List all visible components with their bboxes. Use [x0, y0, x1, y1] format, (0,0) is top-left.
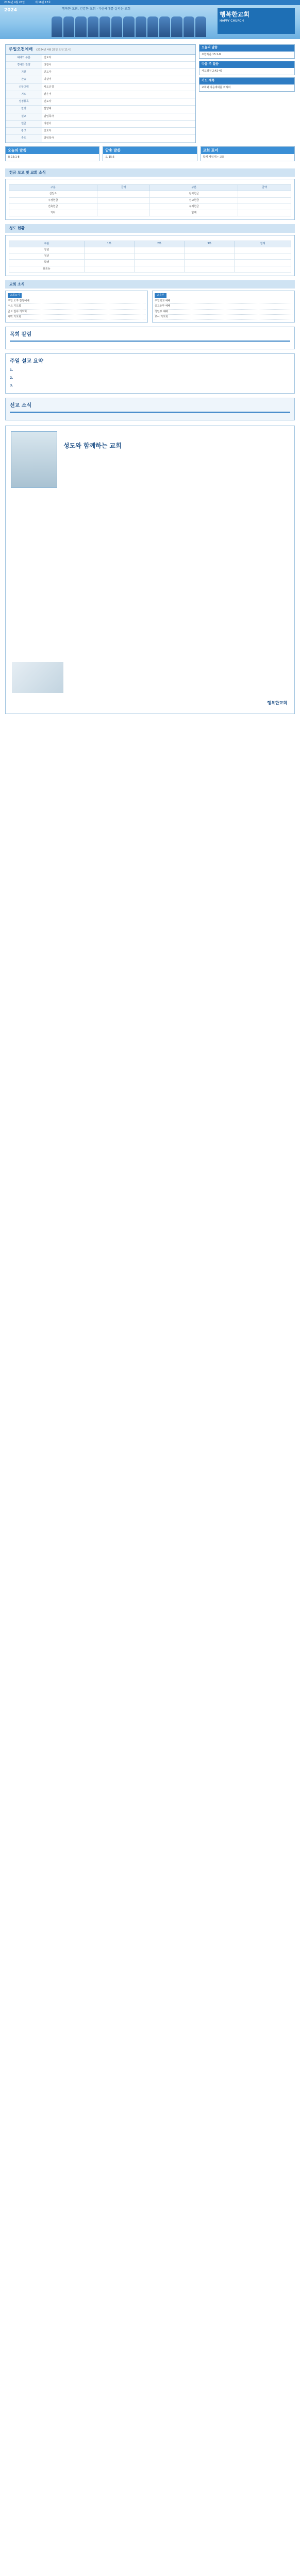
worship-row	[6, 69, 195, 76]
table-cell: 기타	[9, 210, 97, 216]
side-box	[199, 44, 295, 59]
worship-leader: 인도자	[42, 55, 195, 62]
worship-step: 헌금	[6, 120, 42, 127]
offering-row	[9, 191, 291, 197]
table-cell	[235, 260, 291, 266]
worship-row	[6, 135, 195, 142]
worship-leader: 다같이	[42, 61, 195, 69]
footer-article	[5, 426, 295, 714]
worship-step: 설교	[6, 113, 42, 120]
verse-box	[201, 146, 295, 161]
church-subname: HAPPY CHURCH	[220, 19, 244, 23]
pastor-column	[5, 327, 295, 349]
side-box-title: 기도 제목	[199, 78, 294, 84]
table-cell	[84, 253, 134, 260]
table-cell: 감사헌금	[150, 191, 238, 197]
worship-row	[6, 128, 195, 135]
header-people-image	[52, 13, 206, 37]
column-header: 구분	[9, 241, 85, 247]
news-column	[152, 291, 295, 323]
worship-leader: 담임목사	[42, 135, 195, 142]
column-header: 금액	[238, 185, 291, 191]
table-cell	[134, 260, 184, 266]
column-header: 구분	[9, 185, 97, 191]
news-grid	[5, 291, 295, 323]
cross-image	[12, 662, 63, 693]
table-cell	[97, 197, 150, 204]
table-cell	[97, 204, 150, 210]
news-list	[8, 299, 145, 320]
worship-subtitle: (2024년 4월 28일 오전 11시)	[36, 48, 72, 52]
worship-row	[6, 61, 195, 69]
verse-title: 교회 표어	[201, 147, 294, 154]
worship-step: 성경봉독	[6, 98, 42, 106]
table-cell	[97, 210, 150, 216]
report-panel	[5, 179, 295, 220]
table-cell	[97, 191, 150, 197]
worship-leader: 인도자	[42, 128, 195, 135]
sermon-point-heading: 2.	[10, 376, 13, 380]
table-cell	[134, 266, 184, 272]
worship-row	[6, 76, 195, 83]
table-cell	[185, 266, 235, 272]
worship-row	[6, 120, 195, 127]
table-cell: 합계	[150, 210, 238, 216]
year-logo: 2024	[4, 8, 18, 13]
news-item: 주일학교 예배	[155, 299, 292, 304]
table-cell	[238, 197, 291, 204]
news-column	[5, 291, 148, 323]
worship-leader: 다같이	[42, 76, 195, 83]
side-box-body: 교회와 다음세대를 위하여	[202, 86, 231, 89]
worship-order-section	[5, 44, 295, 143]
table-cell	[84, 260, 134, 266]
table-cell	[235, 247, 291, 253]
news-item: 주일 오후 찬양예배	[8, 299, 145, 304]
offering-table	[9, 184, 291, 216]
members-row	[9, 260, 291, 266]
table-cell: 장년	[9, 247, 85, 253]
side-box	[199, 61, 295, 75]
table-cell	[235, 253, 291, 260]
verse-body: 함께 세워가는 교회	[203, 155, 225, 159]
church-logo-box	[218, 8, 295, 34]
table-cell	[134, 253, 184, 260]
worship-leader: 담임목사	[42, 113, 195, 120]
worship-step: 기도	[6, 91, 42, 98]
table-cell	[185, 260, 235, 266]
sermon-point-heading: 3.	[10, 383, 13, 387]
news-item: 교사 기도회	[155, 315, 292, 320]
news-item: 청년부 예배	[155, 310, 292, 315]
worship-step: 기원	[6, 69, 42, 76]
table-cell: 선교헌금	[150, 197, 238, 204]
worship-step: 축도	[6, 135, 42, 142]
table-cell	[238, 191, 291, 197]
church-name: 행복한교회	[220, 11, 249, 18]
table-cell: 청년	[9, 253, 85, 260]
verse-box	[103, 146, 197, 161]
sermon-summary	[5, 353, 295, 394]
column-header: 구분	[150, 185, 238, 191]
sermon-title: 주일 설교 요약	[10, 358, 43, 364]
column-header: 합계	[235, 241, 291, 247]
worship-step: 광고	[6, 128, 42, 135]
worship-leader: 맡은이	[42, 91, 195, 98]
issue-date: 2024년 4월 28일	[4, 1, 25, 4]
worship-side	[199, 44, 295, 143]
worship-step: 경배와 찬양	[6, 61, 42, 69]
members-band: 성도 현황	[5, 224, 295, 232]
news-list	[155, 299, 292, 320]
worship-leader: 찬양대	[42, 106, 195, 113]
news-category: 교육부	[155, 293, 166, 298]
verse-body: 요 15:1-8	[8, 155, 20, 159]
table-cell	[84, 266, 134, 272]
table-cell: 주정헌금	[9, 197, 97, 204]
column-header: 3부	[185, 241, 235, 247]
header-slogan: 행복한 교회, 건강한 교회 · 다음세대를 살리는 교회	[62, 7, 131, 11]
verse-title: 오늘의 말씀	[6, 147, 99, 154]
worship-row	[6, 91, 195, 98]
table-header-row	[9, 241, 291, 247]
worship-order-table	[5, 44, 196, 143]
verse-title: 암송 말씀	[103, 147, 196, 154]
article-signature: 행복한교회	[267, 701, 287, 706]
table-cell: 유초등	[9, 266, 85, 272]
verses-row	[5, 146, 295, 161]
column-header: 금액	[97, 185, 150, 191]
members-row	[9, 253, 291, 260]
table-cell	[235, 266, 291, 272]
worship-step: 예배의 부름	[6, 55, 42, 62]
news-band: 교회 소식	[5, 280, 295, 289]
table-header-row	[9, 185, 291, 191]
news-item: 수요 기도회	[8, 304, 145, 309]
worship-title-text: 주일오전예배	[9, 47, 33, 52]
column-header: 2부	[134, 241, 184, 247]
members-table	[9, 241, 291, 273]
article-photo	[11, 431, 57, 488]
worship-leader: 인도자	[42, 98, 195, 106]
table-cell	[238, 204, 291, 210]
bulletin-header	[0, 0, 300, 39]
worship-row	[6, 98, 195, 106]
worship-row	[6, 113, 195, 120]
table-cell	[84, 247, 134, 253]
table-cell: 십일조	[9, 191, 97, 197]
table-cell: 학생	[9, 260, 85, 266]
side-box	[199, 77, 295, 92]
worship-leader: 다같이	[42, 120, 195, 127]
side-box-title: 다음 주 말씀	[199, 61, 294, 68]
header-topstrip	[0, 0, 300, 5]
offering-row	[9, 210, 291, 216]
table-cell	[185, 247, 235, 253]
worship-leader: 사도신경	[42, 83, 195, 91]
table-cell: 구제헌금	[150, 204, 238, 210]
news-category: 교회소식	[8, 293, 22, 298]
worship-step: 찬송	[6, 76, 42, 83]
verse-box	[5, 146, 99, 161]
members-panel	[5, 235, 295, 276]
worship-title	[6, 45, 195, 55]
members-row	[9, 247, 291, 253]
news-item: 새벽 기도회	[8, 315, 145, 320]
report-band: 헌금 보고 및 교회 소식	[5, 168, 295, 177]
side-box-title: 오늘의 말씀	[199, 45, 294, 52]
worship-leader: 인도자	[42, 69, 195, 76]
worship-row	[6, 55, 195, 62]
issue-number: 제 18권 17호	[35, 1, 51, 4]
news-item: 금요 철야 기도회	[8, 310, 145, 315]
sermon-point-heading: 1.	[10, 368, 13, 372]
worship-row	[6, 83, 195, 91]
worship-row	[6, 106, 195, 113]
worship-step: 찬양	[6, 106, 42, 113]
worship-step: 신앙고백	[6, 83, 42, 91]
table-cell	[134, 247, 184, 253]
offering-row	[9, 197, 291, 204]
table-cell	[238, 210, 291, 216]
mission-title: 선교 소식	[10, 402, 290, 413]
news-item: 중고등부 예배	[155, 304, 292, 309]
column-header: 1부	[84, 241, 134, 247]
side-box-body: 사도행전 2:42-47	[202, 69, 223, 73]
side-box-body: 요한복음 15:1-8	[202, 53, 221, 56]
verse-body: 요 15:5	[105, 155, 114, 159]
column-title: 목회 칼럼	[10, 331, 290, 342]
table-cell	[185, 253, 235, 260]
offering-row	[9, 204, 291, 210]
table-cell: 건축헌금	[9, 204, 97, 210]
mission-news	[5, 398, 295, 420]
article-heading: 성도와 함께하는 교회	[63, 442, 122, 449]
members-row	[9, 266, 291, 272]
